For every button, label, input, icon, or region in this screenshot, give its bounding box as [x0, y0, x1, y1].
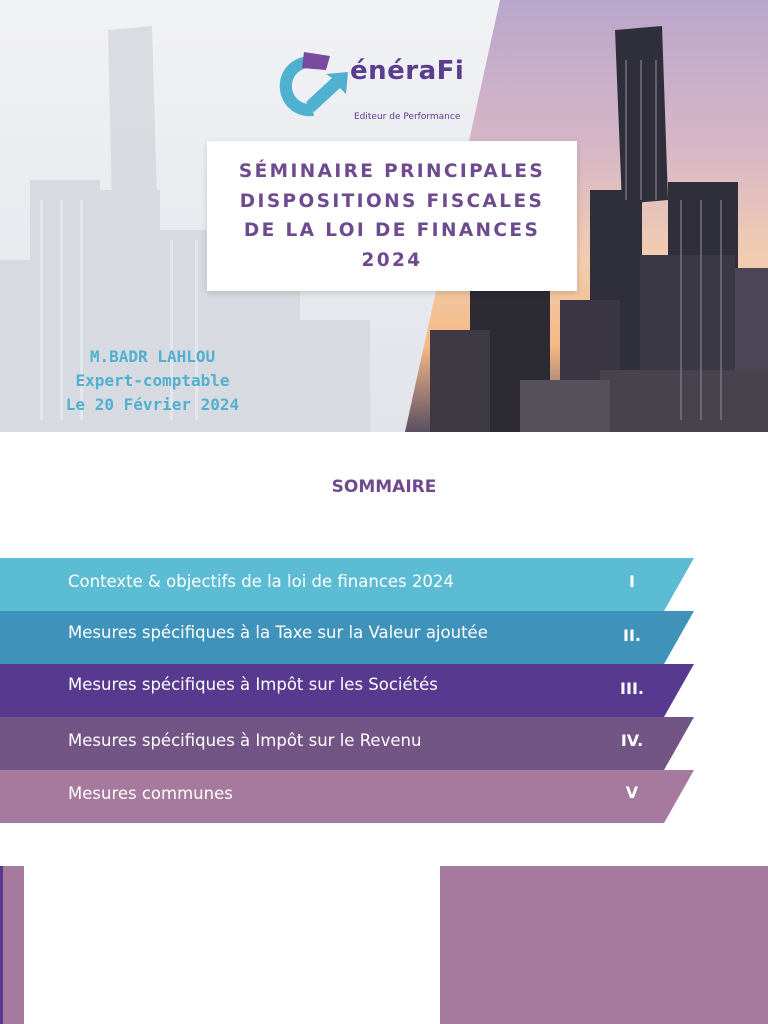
author-block [40, 345, 265, 417]
seminar-date: Le 20 Février 2024 [65, 395, 240, 414]
toc-item-number: II. [623, 626, 641, 645]
toc-item-number: IV. [620, 731, 644, 750]
toc-item-label: Mesures spécifiques à Impôt sur les Sociétés [68, 675, 438, 694]
toc-item-label: Contexte & objectifs de la loi de finances 2024 [68, 572, 454, 591]
logo-name: énéraFi [350, 56, 465, 86]
cover-hero [0, 0, 768, 432]
toc-item-2[interactable] [0, 611, 694, 664]
toc-item-4[interactable] [0, 717, 694, 770]
g-arrow-logo-icon [276, 48, 356, 124]
toc-item-3[interactable] [0, 664, 694, 717]
bottom-right-color-block [440, 866, 768, 1024]
document-title: SÉMINAIRE PRINCIPALES DISPOSITIONS FISCALES DE LA LOI DE FINANCES 2024 [238, 161, 546, 271]
toc-item-number: V [625, 783, 639, 802]
bottom-left-accent-bar [0, 866, 24, 1024]
sommaire-title: SOMMAIRE [331, 477, 437, 497]
toc-item-label: Mesures communes [68, 784, 233, 803]
toc-item-number: I [629, 572, 635, 591]
author-role: Expert-comptable [75, 371, 230, 390]
logo-tagline: Editeur de Performance [354, 112, 461, 122]
title-box [207, 141, 577, 291]
author-name: M.BADR LAHLOU [89, 347, 216, 366]
toc-item-1[interactable] [0, 558, 694, 611]
toc-item-label: Mesures spécifiques à Impôt sur le Revenu [68, 731, 422, 750]
toc-item-number: III. [620, 679, 644, 698]
toc-item-label: Mesures spécifiques à la Taxe sur la Valeur ajoutée [68, 623, 488, 642]
toc-item-5[interactable] [0, 770, 694, 823]
generafi-logo [276, 48, 476, 128]
